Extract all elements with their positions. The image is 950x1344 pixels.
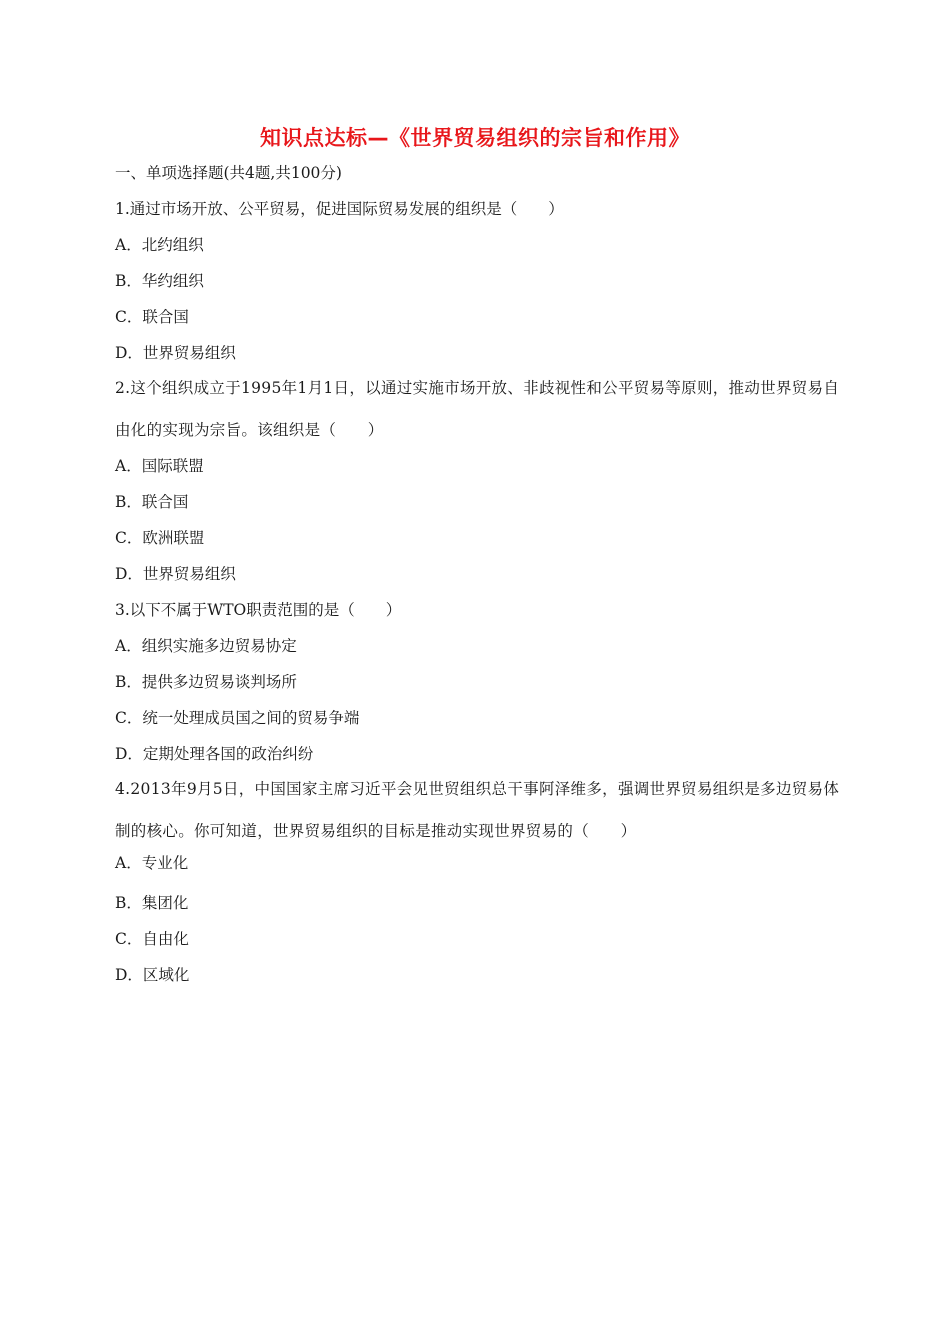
question-2-stem: 2.这个组织成立于1995年1月1日，以通过实施市场开放、非歧视性和公平贸易等原则，推动世界贸易自由化的实现为宗旨。该组织是（ ） (115, 379, 840, 439)
question-1-option-a: A．北约组织 (115, 236, 204, 254)
question-3-option-d: D．定期处理各国的政治纠纷 (115, 745, 314, 763)
question-4-option-b: B．集团化 (115, 894, 189, 912)
question-1-option-b: B．华约组织 (115, 272, 204, 290)
question-4-option-c: C．自由化 (115, 930, 189, 948)
question-1-stem: 1.通过市场开放、公平贸易，促进国际贸易发展的组织是（ ） (115, 200, 564, 218)
question-4-stem: 4.2013年9月5日，中国国家主席习近平会见世贸组织总干事阿泽维多，强调世界贸易组织是多边贸易体制的核心。你可知道，世界贸易组织的目标是推动实现世界贸易的（ ） (115, 780, 840, 840)
question-4-option-a: A．专业化 (115, 854, 189, 872)
question-2-option-d: D．世界贸易组织 (115, 565, 236, 583)
question-4-option-d: D．区域化 (115, 966, 190, 984)
section-heading: 一、单项选择题(共4题,共100分) (115, 164, 342, 182)
question-2-option-a: A．国际联盟 (115, 457, 204, 475)
document-title: 知识点达标—《世界贸易组织的宗旨和作用》 (260, 126, 690, 150)
question-3-stem: 3.以下不属于WTO职责范围的是（ ） (115, 601, 402, 619)
question-3-option-b: B．提供多边贸易谈判场所 (115, 673, 297, 691)
question-1-option-c: C．联合国 (115, 308, 189, 326)
question-2-option-b: B．联合国 (115, 493, 189, 511)
question-3-option-a: A．组织实施多边贸易协定 (115, 637, 297, 655)
question-2-option-c: C．欧洲联盟 (115, 529, 205, 547)
question-3-option-c: C．统一处理成员国之间的贸易争端 (115, 709, 360, 727)
question-1-option-d: D．世界贸易组织 (115, 344, 236, 362)
